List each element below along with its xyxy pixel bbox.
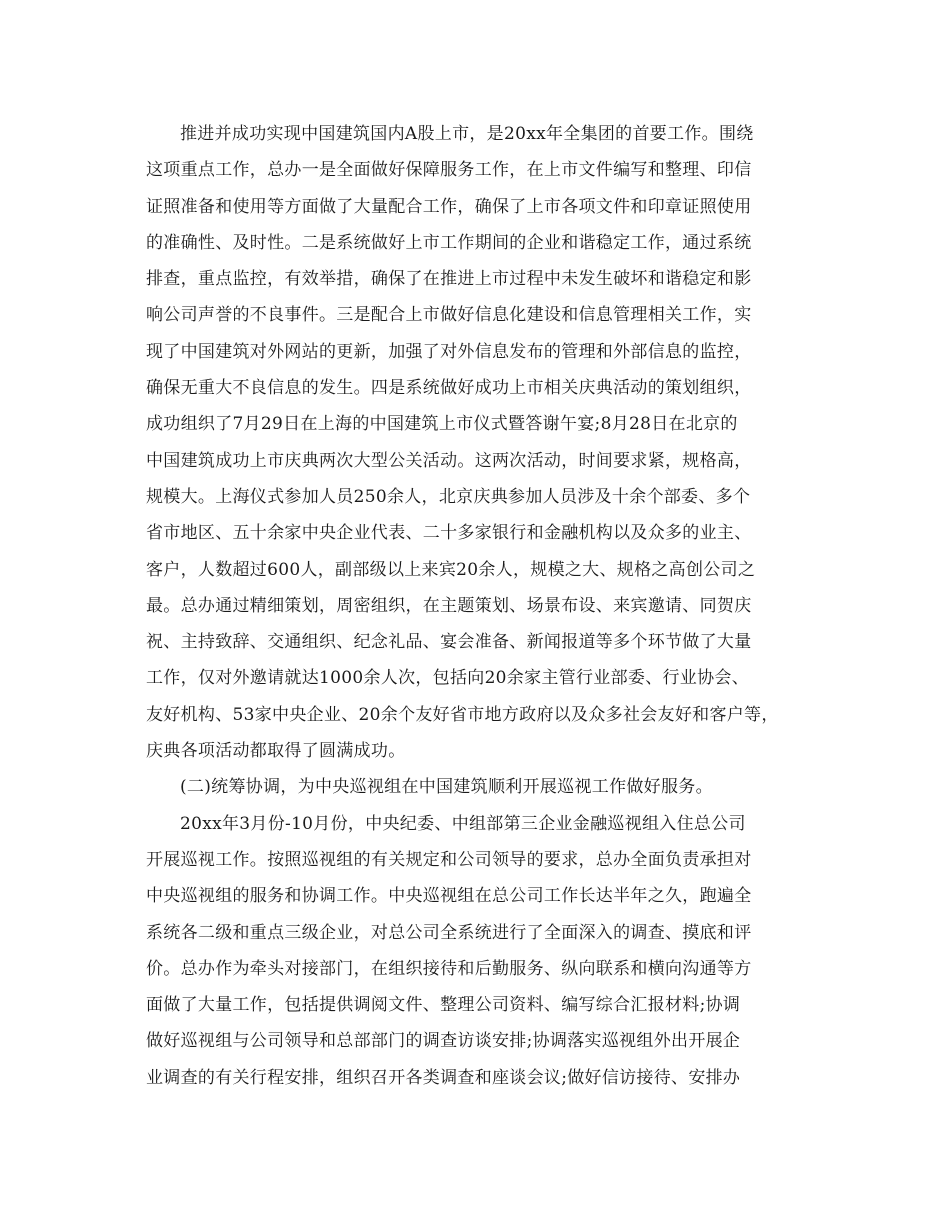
paragraph-line: 现了中国建筑对外网站的更新，加强了对外信息发布的管理和外部信息的监控， xyxy=(146,341,752,362)
paragraph-line: 客户，人数超过600人，副部级以上来宾20余人，规模之大、规格之高创公司之 xyxy=(146,559,756,580)
paragraph-line: 省市地区、五十余家中央企业代表、二十多家银行和金融机构以及众多的业主、 xyxy=(146,523,752,544)
paragraph-line: 中央巡视组的服务和协调工作。中央巡视组在总公司工作长达半年之久，跑遍全 xyxy=(146,886,752,907)
paragraph-line: 的准确性、及时性。二是系统做好上市工作期间的企业和谐稳定工作，通过系统 xyxy=(146,232,752,253)
paragraph-line: 价。总办作为牵头对接部门，在组织接待和后勤服务、纵向联系和横向沟通等方 xyxy=(146,958,752,979)
paragraph-line: 系统各二级和重点三级企业，对总公司全系统进行了全面深入的调查、摸底和评 xyxy=(146,922,752,943)
paragraph-line: 成功组织了7月29日在上海的中国建筑上市仪式暨答谢午宴;8月28日在北京的 xyxy=(146,414,738,435)
paragraph-line: 做好巡视组与公司领导和总部部门的调查访谈安排;协调落实巡视组外出开展企 xyxy=(146,1031,741,1052)
paragraph-line: 开展巡视工作。按照巡视组的有关规定和公司领导的要求，总办全面负责承担对 xyxy=(146,849,752,870)
document-body xyxy=(146,116,816,1096)
paragraph-line: 20xx年3月份-10月份，中央纪委、中组部第三企业金融巡视组入住总公司 xyxy=(180,813,746,834)
paragraph-line: 规模大。上海仪式参加人员250余人，北京庆典参加人员涉及十余个部委、多个 xyxy=(146,486,751,507)
paragraph-line: 面做了大量工作，包括提供调阅文件、整理公司资料、编写综合汇报材料;协调 xyxy=(146,995,741,1016)
paragraph-line: 这项重点工作，总办一是全面做好保障服务工作，在上市文件编写和整理、印信 xyxy=(146,160,752,181)
section-heading: (二)统筹协调，为中央巡视组在中国建筑顺利开展巡视工作做好服务。 xyxy=(180,777,713,798)
paragraph-line: 工作，仅对外邀请就达1000余人次，包括向20余家主管行业部委、行业协会、 xyxy=(146,668,749,689)
paragraph-line: 业调查的有关行程安排，组织召开各类调查和座谈会议;做好信访接待、安排办 xyxy=(146,1067,741,1088)
paragraph-line: 确保无重大不良信息的发生。四是系统做好成功上市相关庆典活动的策划组织， xyxy=(146,378,752,399)
paragraph-line: 证照准备和使用等方面做了大量配合工作，确保了上市各项文件和印章证照使用 xyxy=(146,196,752,217)
paragraph-line: 推进并成功实现中国建筑国内A股上市，是20xx年全集团的首要工作。围绕 xyxy=(180,124,754,144)
paragraph-line: 庆典各项活动都取得了圆满成功。 xyxy=(146,741,406,762)
paragraph-line: 友好机构、53家中央企业、20余个友好省市地方政府以及众多社会友好和客户等， xyxy=(146,704,779,725)
paragraph-line: 排查，重点监控，有效举措，确保了在推进上市过程中未发生破坏和谐稳定和影 xyxy=(146,269,752,290)
paragraph-line: 最。总办通过精细策划，周密组织，在主题策划、场景布设、来宾邀请、同贺庆 xyxy=(146,595,752,616)
paragraph-line: 响公司声誉的不良事件。三是配合上市做好信息化建设和信息管理相关工作，实 xyxy=(146,305,752,326)
paragraph-line: 中国建筑成功上市庆典两次大型公关活动。这两次活动，时间要求紧，规格高， xyxy=(146,450,752,471)
paragraph-line: 祝、主持致辞、交通组织、纪念礼品、宴会准备、新闻报道等多个环节做了大量 xyxy=(146,632,752,653)
